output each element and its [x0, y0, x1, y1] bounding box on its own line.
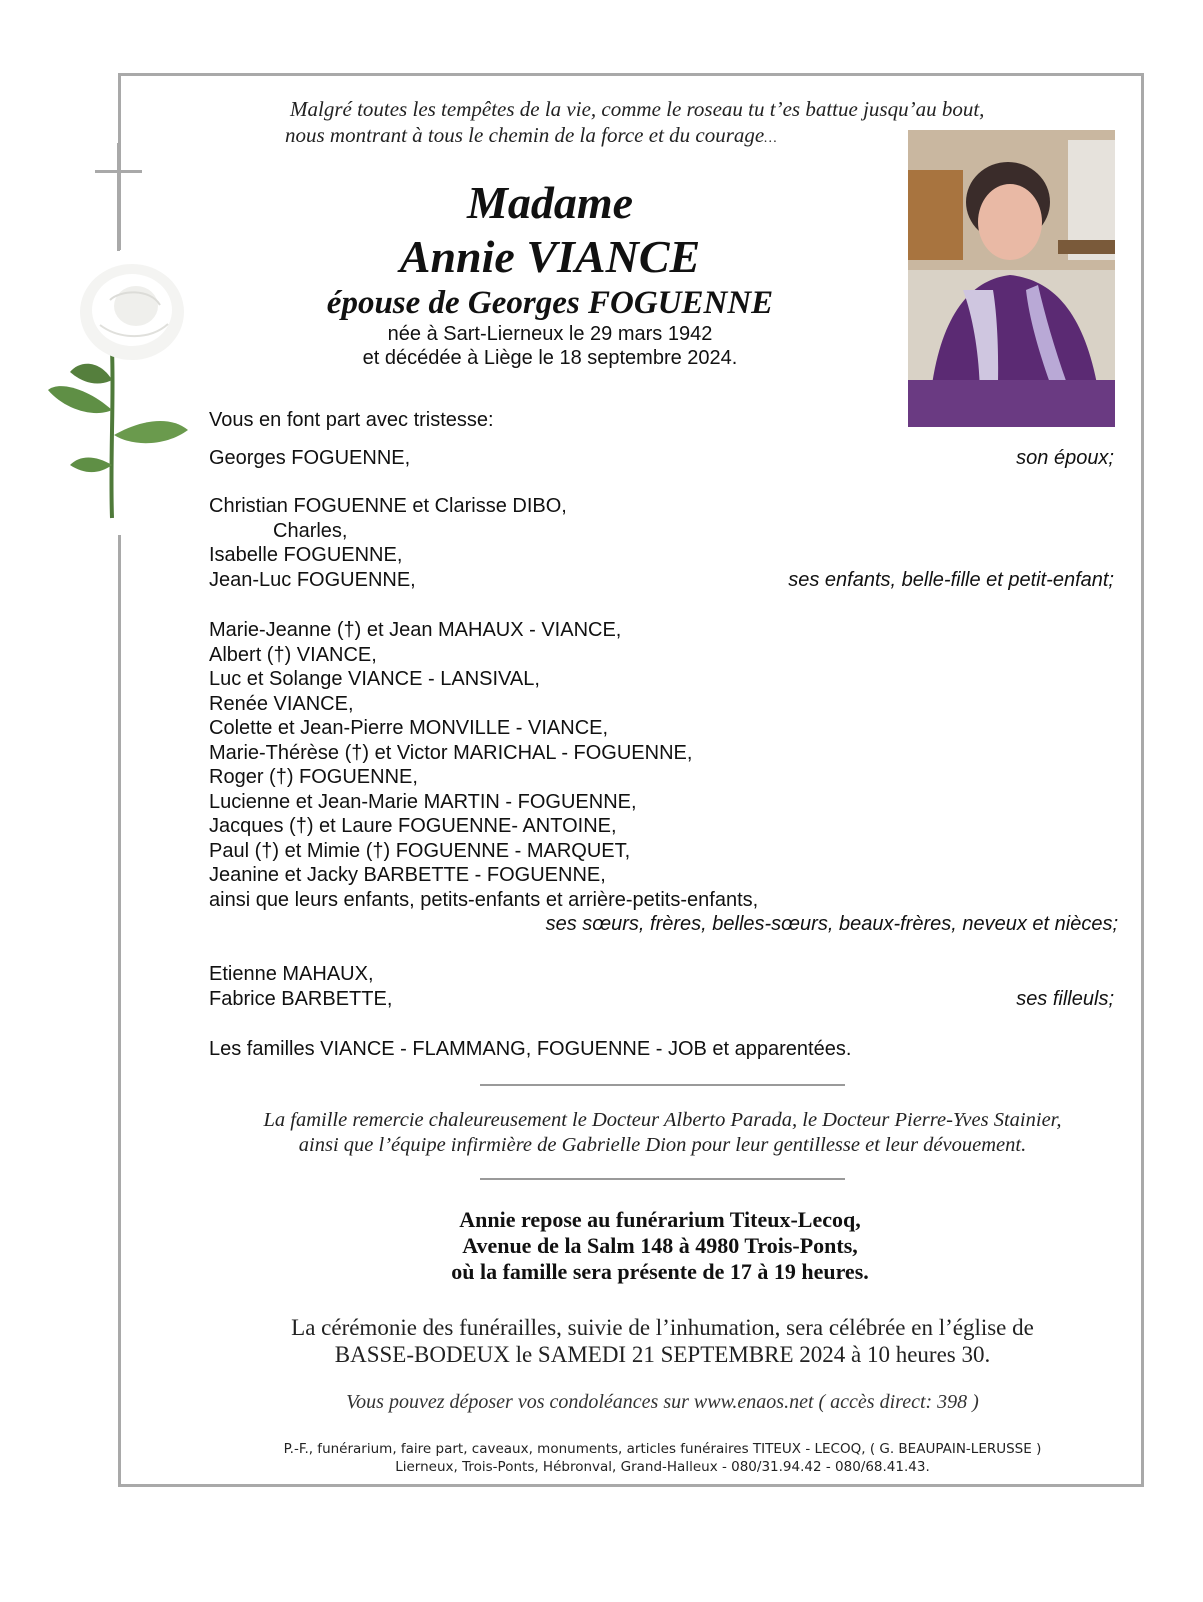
list-item: [209, 839, 1114, 864]
sibling-name: Roger (†) FOGUENNE,: [209, 766, 418, 788]
list-item: [209, 1037, 1114, 1062]
quote-ellipsis: …: [764, 131, 777, 146]
condolences-note: Vous pouvez déposer vos condoléances sur www.enaos.net ( accès direct: 398 ): [346, 1391, 979, 1413]
spouse-section: [209, 446, 1114, 471]
ceremony-line-2: BASSE-BODEUX le SAMEDI 21 SEPTEMBRE 2024 à 10 heures 30.: [334, 1342, 991, 1367]
list-item: [209, 408, 1114, 433]
list-item: [209, 494, 1114, 519]
sibling-name: Marie-Jeanne (†) et Jean MAHAUX - VIANCE,: [209, 619, 622, 641]
thanks-line-2: ainsi que l’équipe infirmière de Gabrielle Dion pour leur gentillesse et leur dévouement.: [298, 1134, 1027, 1156]
sibling-name: Paul (†) et Mimie (†) FOGUENNE - MARQUET,: [209, 839, 631, 862]
list-item: [209, 863, 1114, 888]
grandchild-name: Charles,: [273, 519, 348, 542]
sibling-name: Jeanine et Jacky BARBETTE - FOGUENNE,: [209, 864, 606, 886]
quote-line-1: Malgré toutes les tempêtes de la vie, comme le roseau tu t’es battue jusqu’au bout,: [290, 97, 985, 121]
cross-icon-vertical: [117, 143, 120, 251]
announcement-list: [209, 408, 1114, 433]
godchild-name: Fabrice BARBETTE,: [209, 987, 393, 1010]
list-item: [209, 962, 1114, 987]
portrait-photo: [908, 130, 1115, 427]
list-item: [209, 790, 1114, 815]
ceremony-info: [160, 1314, 1165, 1368]
quote-line-2: nous montrant à tous le chemin de la force et du courage: [285, 123, 765, 147]
sibling-name: Albert (†) VIANCE,: [209, 643, 377, 666]
ceremony-line-1: La cérémonie des funérailles, suivie de l’inhumation, sera célébrée en l’église de: [291, 1315, 1034, 1340]
list-item: [209, 618, 1114, 643]
list-item: [209, 716, 1114, 741]
sibling-name: Renée VIANCE,: [209, 692, 354, 715]
families-section: [209, 1037, 1114, 1062]
spouse-line: épouse de Georges FOGUENNE: [326, 285, 774, 321]
siblings-section: [209, 618, 1118, 937]
list-item: [209, 568, 1114, 593]
siblings-role: ses sœurs, frères, belles-sœurs, beaux-frères, neveux et nièces;: [545, 913, 1118, 935]
sibling-name: Marie-Thérèse (†) et Victor MARICHAL - FOGUENNE,: [209, 741, 693, 764]
sibling-name: Colette et Jean-Pierre MONVILLE - VIANCE,: [209, 717, 609, 739]
list-item: [209, 519, 1114, 544]
deceased-title: [250, 176, 850, 370]
intro-text: Vous en font part avec tristesse:: [209, 409, 494, 431]
divider: [480, 1084, 845, 1086]
spouse-name: Georges FOGUENNE,: [209, 447, 411, 469]
children-section: [209, 494, 1114, 592]
funeral-home-footer: [160, 1440, 1165, 1476]
list-item: [209, 912, 1118, 937]
list-item: [209, 741, 1114, 766]
footer-line-1: P.-F., funérarium, faire part, caveaux, monuments, articles funéraires TITEUX - LECOQ, ( G. BEAUPAIN-LERUSSE ): [283, 1441, 1042, 1457]
godchildren-section: [209, 962, 1114, 1011]
children-role: ses enfants, belle-fille et petit-enfant;: [788, 568, 1114, 591]
list-item: [209, 446, 1114, 471]
list-item: [209, 667, 1114, 692]
sibling-name: Lucienne et Jean-Marie MARTIN - FOGUENNE,: [209, 790, 637, 813]
list-item: [209, 543, 1114, 568]
godchildren-role: ses filleuls;: [1016, 987, 1114, 1010]
thanks-line-1: La famille remercie chaleureusement le Docteur Alberto Parada, le Docteur Pierre-Yves Stainier,: [263, 1109, 1062, 1131]
footer-line-2: Lierneux, Trois-Ponts, Hébronval, Grand-Halleux - 080/31.94.42 - 080/68.41.43.: [395, 1459, 930, 1475]
deceased-name: Annie VIANCE: [399, 231, 701, 282]
spouse-role: son époux;: [1016, 447, 1114, 469]
repose-line-1: Annie repose au funérarium Titeux-Lecoq,: [459, 1207, 861, 1232]
list-item: [209, 987, 1114, 1012]
sibling-name: ainsi que leurs enfants, petits-enfants et arrière-petits-enfants,: [209, 888, 759, 911]
death-line: et décédée à Liège le 18 septembre 2024.: [362, 347, 738, 369]
repose-info: [250, 1207, 1070, 1285]
honorific: Madame: [466, 177, 634, 228]
list-item: [209, 643, 1114, 668]
list-item: [209, 888, 1114, 913]
sibling-name: Jacques (†) et Laure FOGUENNE- ANTOINE,: [209, 815, 617, 837]
child-name: Isabelle FOGUENNE,: [209, 544, 403, 566]
sibling-name: Luc et Solange VIANCE - LANSIVAL,: [209, 668, 540, 690]
families-text: Les familles VIANCE - FLAMMANG, FOGUENNE - JOB et apparentées.: [209, 1038, 852, 1060]
birth-line: née à Sart-Lierneux le 29 mars 1942: [387, 323, 713, 345]
repose-line-3: où la famille sera présente de 17 à 19 heures.: [451, 1259, 869, 1284]
divider: [480, 1178, 845, 1180]
list-item: [209, 765, 1114, 790]
child-name: Jean-Luc FOGUENNE,: [209, 568, 416, 591]
godchild-name: Etienne MAHAUX,: [209, 963, 374, 985]
list-item: [209, 814, 1114, 839]
list-item: [209, 692, 1114, 717]
repose-line-2: Avenue de la Salm 148 à 4980 Trois-Ponts,: [462, 1233, 858, 1258]
white-rose-icon: [40, 260, 200, 520]
child-name: Christian FOGUENNE et Clarisse DIBO,: [209, 495, 567, 517]
cross-icon-horizontal: [95, 170, 142, 173]
thanks-note: [160, 1108, 1165, 1158]
